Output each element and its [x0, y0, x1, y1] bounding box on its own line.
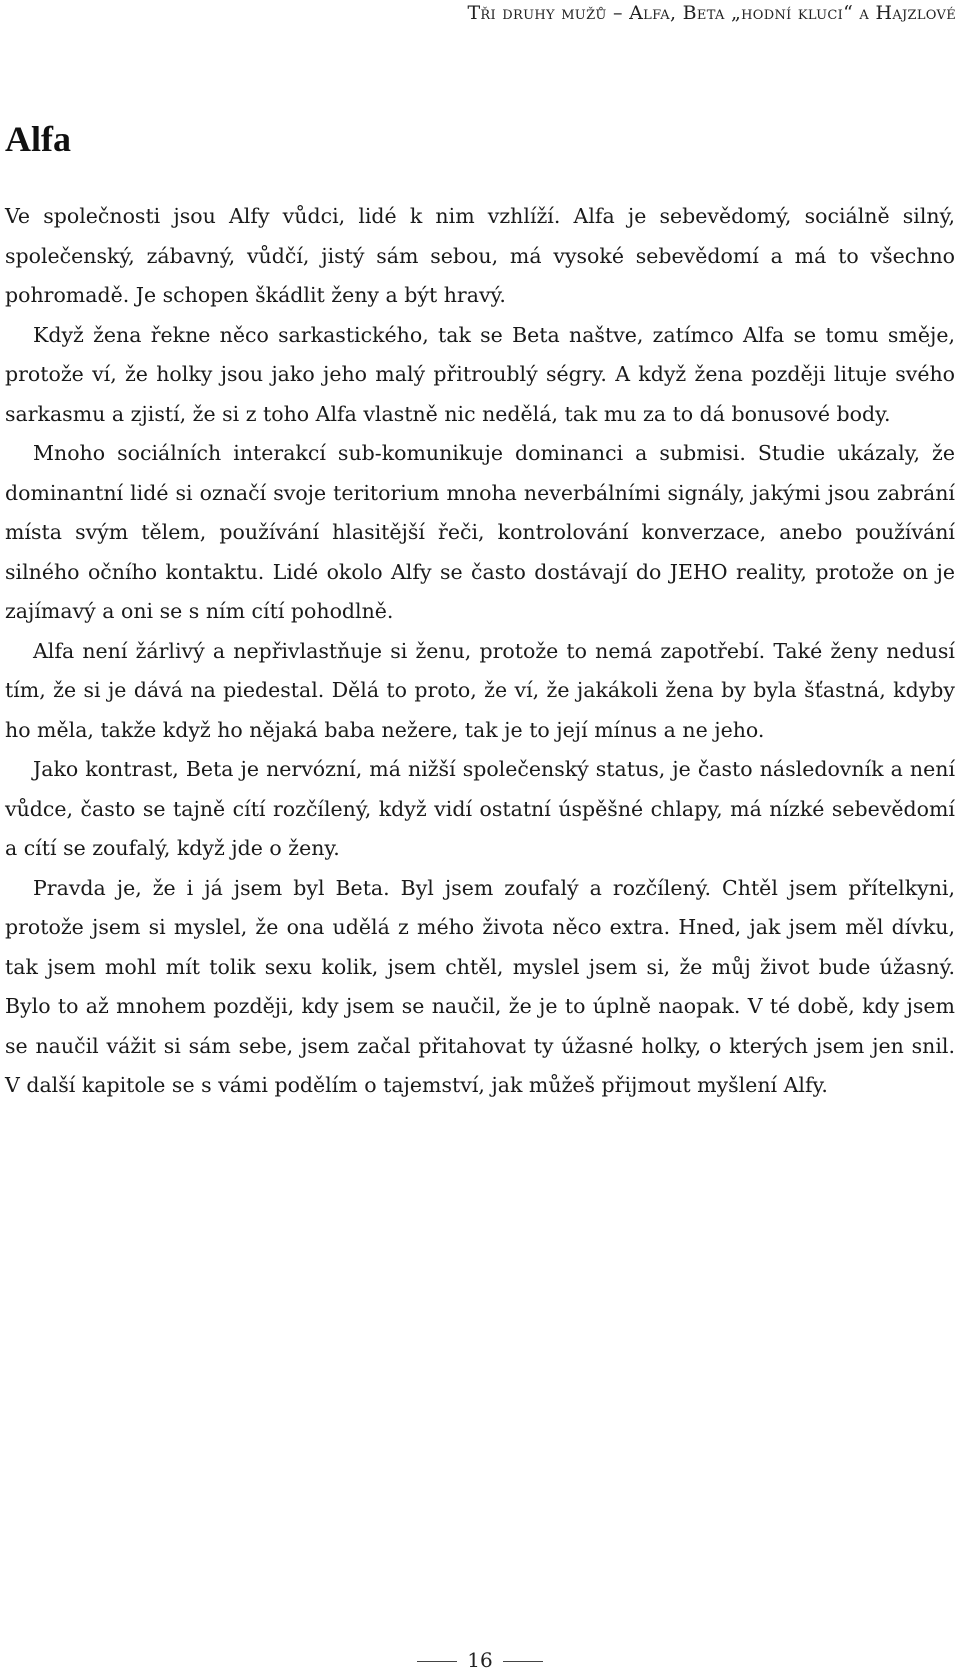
- paragraph-2: Když žena řekne něco sarkastického, tak se Beta naštve, zatímco Alfa se tomu směje, protože ví, že holky jsou jako jeho malý přitroublý ségry. A když žena později lituje svého sarkasmu a zjistí, že si z toho Alfa vlastně nic nedělá, tak mu za to dá bonusové body.: [5, 322, 955, 426]
- body-text: [5, 197, 955, 1106]
- footer-dash-right: [503, 1661, 543, 1662]
- chapter-title: Alfa: [5, 119, 71, 159]
- page-number: 16: [467, 1648, 493, 1672]
- paragraph-3: Mnoho sociálních interakcí sub-komunikuje dominanci a submisi. Studie ukázaly, že dominantní lidé si označí svoje teritorium mnoha neverbálními signály, jakými jsou zabrání místa svým tělem, používání hlasitější řeči, kontrolování konverzace, anebo používání silného očního kontaktu. Lidé okolo Alfy se často dostávají do JEHO reality, protože on je zajímavý a oni se s ním cítí pohodlně.: [5, 441, 955, 623]
- paragraph-4: Alfa není žárlivý a nepřivlastňuje si ženu, protože to nemá zapotřebí. Také ženy nedusí tím, že si je dává na piedestal. Dělá to proto, že ví, že jakákoli žena by byla šťastná, kdyby ho měla, takže když ho nějaká baba nežere, tak je to její mínus a ne jeho.: [5, 638, 955, 742]
- footer-dash-left: [417, 1661, 457, 1662]
- running-header: Tři druhy mužů – Alfa, Beta „hodní kluci“ a Hajzlové: [467, 2, 956, 24]
- paragraph-6: Pravda je, že i já jsem byl Beta. Byl jsem zoufalý a rozčílený. Chtěl jsem přítelkyni, protože jsem si myslel, že ona udělá z mého života něco extra. Hned, jak jsem měl dívku, tak jsem mohl mít tolik sexu kolik, jsem chtěl, myslel jsem si, že můj život bude úžasný. Bylo to až mnohem později, kdy jsem se naučil, že je to úplně naopak. V té době, kdy jsem se naučil vážit si sám sebe, jsem začal přitahovat ty úžasné holky, o kterých jsem jen snil. V další kapitole se s vámi podělím o tajemství, jak můžeš přijmout myšlení Alfy.: [5, 875, 955, 1097]
- page-footer: [0, 1648, 960, 1672]
- paragraph-5: Jako kontrast, Beta je nervózní, má nižší společenský status, je často následovník a není vůdce, často se tajně cítí rozčílený, když vidí ostatní úspěšné chlapy, má nízké sebevědomí a cítí se zoufalý, když jde o ženy.: [5, 757, 955, 860]
- paragraph-1: Ve společnosti jsou Alfy vůdci, lidé k nim vzhlíží. Alfa je sebevědomý, sociálně silný, společenský, zábavný, vůdčí, jistý sám sebou, má vysoké sebevědomí a má to všechno pohromadě. Je schopen škádlit ženy a být hravý.: [5, 204, 955, 307]
